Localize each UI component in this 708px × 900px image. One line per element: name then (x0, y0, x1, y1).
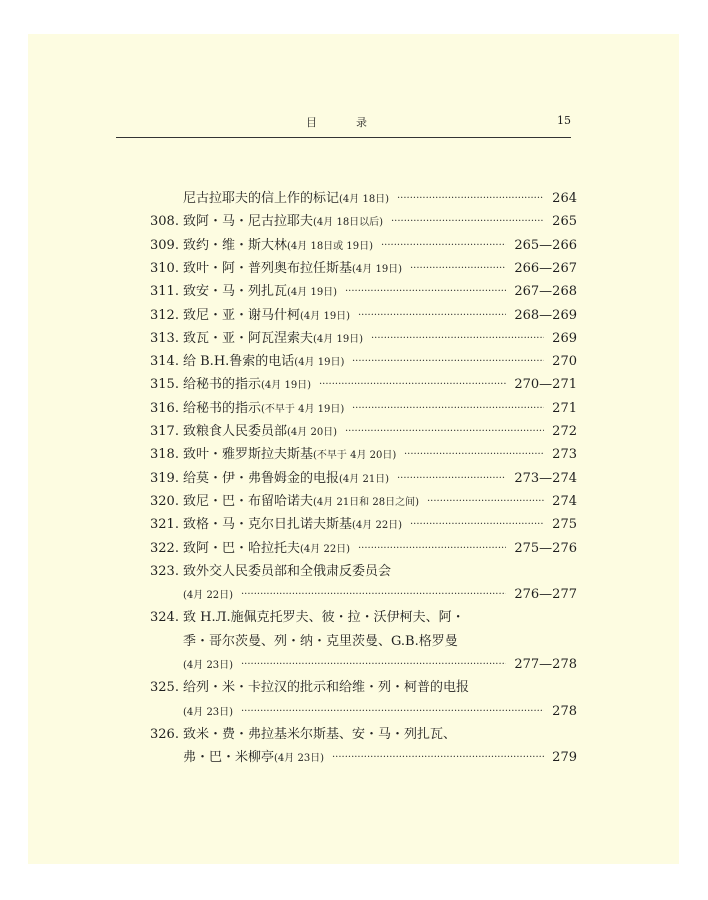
leader-dots (352, 399, 544, 419)
entry-title-text: 致叶・阿・普列奥布拉任斯基 (183, 260, 353, 276)
entry-title-text: 致尼・巴・布留哈诺夫 (183, 493, 314, 509)
entry-date: (不早于 4月 20日) (313, 450, 397, 462)
leader-dots (345, 422, 544, 442)
entry-title (183, 212, 383, 233)
toc-entry (150, 515, 577, 535)
entry-number: 318. (150, 447, 179, 463)
entry-number: 325. (150, 680, 179, 696)
leader-dots (319, 375, 506, 395)
entry-pages: 277—278 (514, 657, 577, 672)
entry-date: (4月 19日) (313, 333, 364, 345)
leader-dots (241, 585, 506, 605)
leader-dots (404, 445, 544, 465)
entry-title-text: 致安・马・列扎瓦 (183, 284, 288, 300)
entry-pages: 271 (552, 400, 577, 416)
entry-title (183, 678, 469, 698)
entry-title (183, 585, 233, 606)
toc-entry (150, 608, 577, 628)
entry-date: (4月 19日) (352, 263, 403, 275)
entry-title (183, 352, 344, 373)
entry-title-text: 致阿・马・尼古拉耶夫 (183, 214, 314, 230)
entry-pages: 266—267 (514, 260, 577, 276)
entry-pages: 273—274 (514, 470, 577, 486)
entry-pages: 275—276 (514, 540, 577, 556)
entry-pages: 272 (552, 424, 577, 439)
entry-number: 309. (150, 237, 179, 253)
entry-title (183, 469, 389, 490)
toc-entry (150, 725, 577, 745)
entry-date: (4月 22日) (300, 543, 351, 555)
entry-number: 319. (150, 470, 179, 486)
entry-date: (4月 18日) (339, 194, 390, 205)
entry-pages: 278 (552, 703, 577, 719)
toc-entry (150, 282, 577, 302)
toc-entry (150, 306, 577, 326)
entry-date: (4月 21日和 28日之间) (313, 496, 419, 508)
leader-dots (371, 329, 544, 349)
entry-title (183, 515, 402, 536)
entry-title-text: 致米・费・弗拉基米尔斯基、安・马・列扎瓦、 (183, 726, 457, 742)
leader-dots (352, 352, 544, 372)
entry-number: 308. (150, 214, 179, 230)
entry-pages: 270—271 (514, 377, 577, 393)
entry-title-text: 给 B.H.鲁索的电话 (183, 354, 295, 370)
leader-dots (381, 236, 506, 256)
entry-title-text: 给列・米・卡拉汉的批示和给维・列・柯普的电报 (183, 680, 470, 696)
entry-title (183, 632, 458, 652)
entry-number: 321. (150, 517, 179, 533)
leader-dots (391, 212, 544, 232)
entry-number: 324. (150, 610, 179, 626)
toc-entry (150, 212, 577, 232)
entry-number: 310. (150, 260, 179, 276)
entry-number: 315. (150, 377, 179, 393)
entry-date: (4月 20日) (287, 427, 338, 438)
toc-entry (150, 678, 577, 698)
toc-entry (150, 189, 577, 209)
entry-title-text: 致约・维・斯大林 (183, 237, 288, 253)
entry-title-text: 弗・巴・米柳亭 (183, 750, 275, 766)
entry-title-text: 致外交人民委员部和全俄肃反委员会 (183, 563, 392, 579)
toc-entry (150, 585, 577, 605)
entry-number: 314. (150, 354, 179, 370)
entry-date: (4月 21日) (339, 473, 390, 485)
entry-number: 317. (150, 424, 179, 439)
entry-title (183, 329, 363, 350)
toc-entry (150, 352, 577, 372)
entry-date: (4月 22日) (183, 590, 234, 602)
entry-date: (不早于 4月 19日) (261, 403, 345, 415)
entry-pages: 279 (552, 750, 577, 766)
page-header (116, 114, 571, 132)
entry-date: (4月 22日) (352, 520, 403, 532)
entry-date: (4月 19日) (287, 287, 338, 299)
entry-title-text: 致格・马・克尔日扎诺夫斯基 (183, 517, 353, 533)
entry-date: (4月 19日) (294, 357, 345, 369)
entry-pages: 274 (552, 493, 577, 509)
leader-dots (410, 259, 506, 279)
entry-title-text: 给莫・伊・弗鲁姆金的电报 (183, 470, 340, 486)
toc-entry (150, 259, 577, 279)
entry-number: 323. (150, 563, 179, 579)
entry-title-text: 季・哥尔茨曼、列・纳・克里茨曼、G.B.格罗曼 (183, 633, 458, 649)
entry-date: (4月 23日) (183, 660, 234, 671)
leader-dots (241, 655, 506, 675)
entry-pages: 268—269 (514, 307, 577, 323)
entry-date: (4月 19日) (300, 310, 351, 322)
entry-title (183, 259, 402, 280)
entry-title (183, 748, 324, 769)
leader-dots (410, 515, 544, 535)
toc-entry (150, 236, 577, 256)
toc-entry (150, 375, 577, 395)
leader-dots (358, 306, 506, 326)
entry-pages: 265—266 (514, 237, 577, 253)
header-page-number: 15 (557, 114, 571, 127)
entry-date: (4月 23日) (274, 753, 325, 765)
toc-entry (150, 539, 577, 559)
header-title: 目 录 (306, 116, 381, 129)
entry-title-text: 致阿・巴・哈拉托夫 (183, 540, 301, 556)
entry-pages: 276—277 (514, 587, 577, 603)
entry-number: 322. (150, 540, 179, 556)
entry-title (183, 539, 350, 560)
toc-entry (150, 492, 577, 512)
entry-title (183, 375, 311, 396)
entry-number: 312. (150, 307, 179, 323)
entry-title (183, 655, 233, 676)
leader-dots (397, 189, 544, 209)
entry-date: (4月 23日) (183, 706, 234, 718)
entry-title (183, 445, 396, 466)
leader-dots (241, 702, 544, 722)
entry-pages: 270 (552, 354, 577, 370)
entry-title-text: 致叶・雅罗斯拉夫斯基 (183, 447, 314, 463)
entry-date: (4月 18日或 19日) (287, 240, 373, 252)
entry-title (183, 236, 373, 257)
entry-title-text: 给秘书的指示 (183, 377, 262, 393)
entry-title-text: 给秘书的指示 (183, 400, 262, 416)
entry-pages: 269 (552, 330, 577, 346)
toc-entry (150, 655, 577, 675)
entry-title (183, 282, 337, 303)
toc-entry (150, 329, 577, 349)
entry-pages: 275 (552, 517, 577, 533)
entry-title (183, 306, 350, 327)
leader-dots (332, 748, 544, 768)
entry-title-text: 致瓦・亚・阿瓦涅索夫 (183, 330, 314, 346)
entry-title (183, 399, 344, 420)
entry-number: 326. (150, 726, 179, 742)
toc-entry (150, 399, 577, 419)
toc-entry (150, 445, 577, 465)
entry-title-text: 致尼・亚・谢马什柯 (183, 307, 301, 323)
entry-number: 311. (150, 284, 179, 300)
entry-title-text: 致粮食人民委员部 (183, 424, 288, 439)
entry-date: (4月 18日以后) (313, 217, 384, 229)
entry-title-text: 致 H.Л.施佩克托罗夫、彼・拉・沃伊柯夫、阿・ (183, 610, 465, 626)
entry-title (183, 608, 465, 628)
entry-pages: 273 (552, 447, 577, 463)
toc-entry (150, 469, 577, 489)
entry-number: 320. (150, 493, 179, 509)
entry-title-text: 尼古拉耶夫的信上作的标记 (183, 191, 340, 206)
entry-title (183, 725, 456, 745)
entry-pages: 264 (552, 191, 577, 206)
toc-entry (150, 632, 577, 652)
entry-number: 313. (150, 330, 179, 346)
toc-entry (150, 562, 577, 582)
entry-date: (4月 19日) (261, 380, 312, 392)
entry-pages: 267—268 (514, 284, 577, 300)
entry-title (183, 562, 391, 582)
toc-entry (150, 748, 577, 768)
toc-entry (150, 702, 577, 722)
entry-title (183, 422, 337, 443)
toc-entry (150, 422, 577, 442)
leader-dots (358, 539, 506, 559)
leader-dots (345, 282, 506, 302)
entry-number: 316. (150, 400, 179, 416)
leader-dots (397, 469, 506, 489)
header-rule (116, 137, 571, 138)
entry-title (183, 492, 419, 513)
entry-title (183, 189, 389, 210)
leader-dots (427, 492, 544, 512)
entry-title (183, 702, 233, 723)
entry-pages: 265 (552, 214, 577, 230)
